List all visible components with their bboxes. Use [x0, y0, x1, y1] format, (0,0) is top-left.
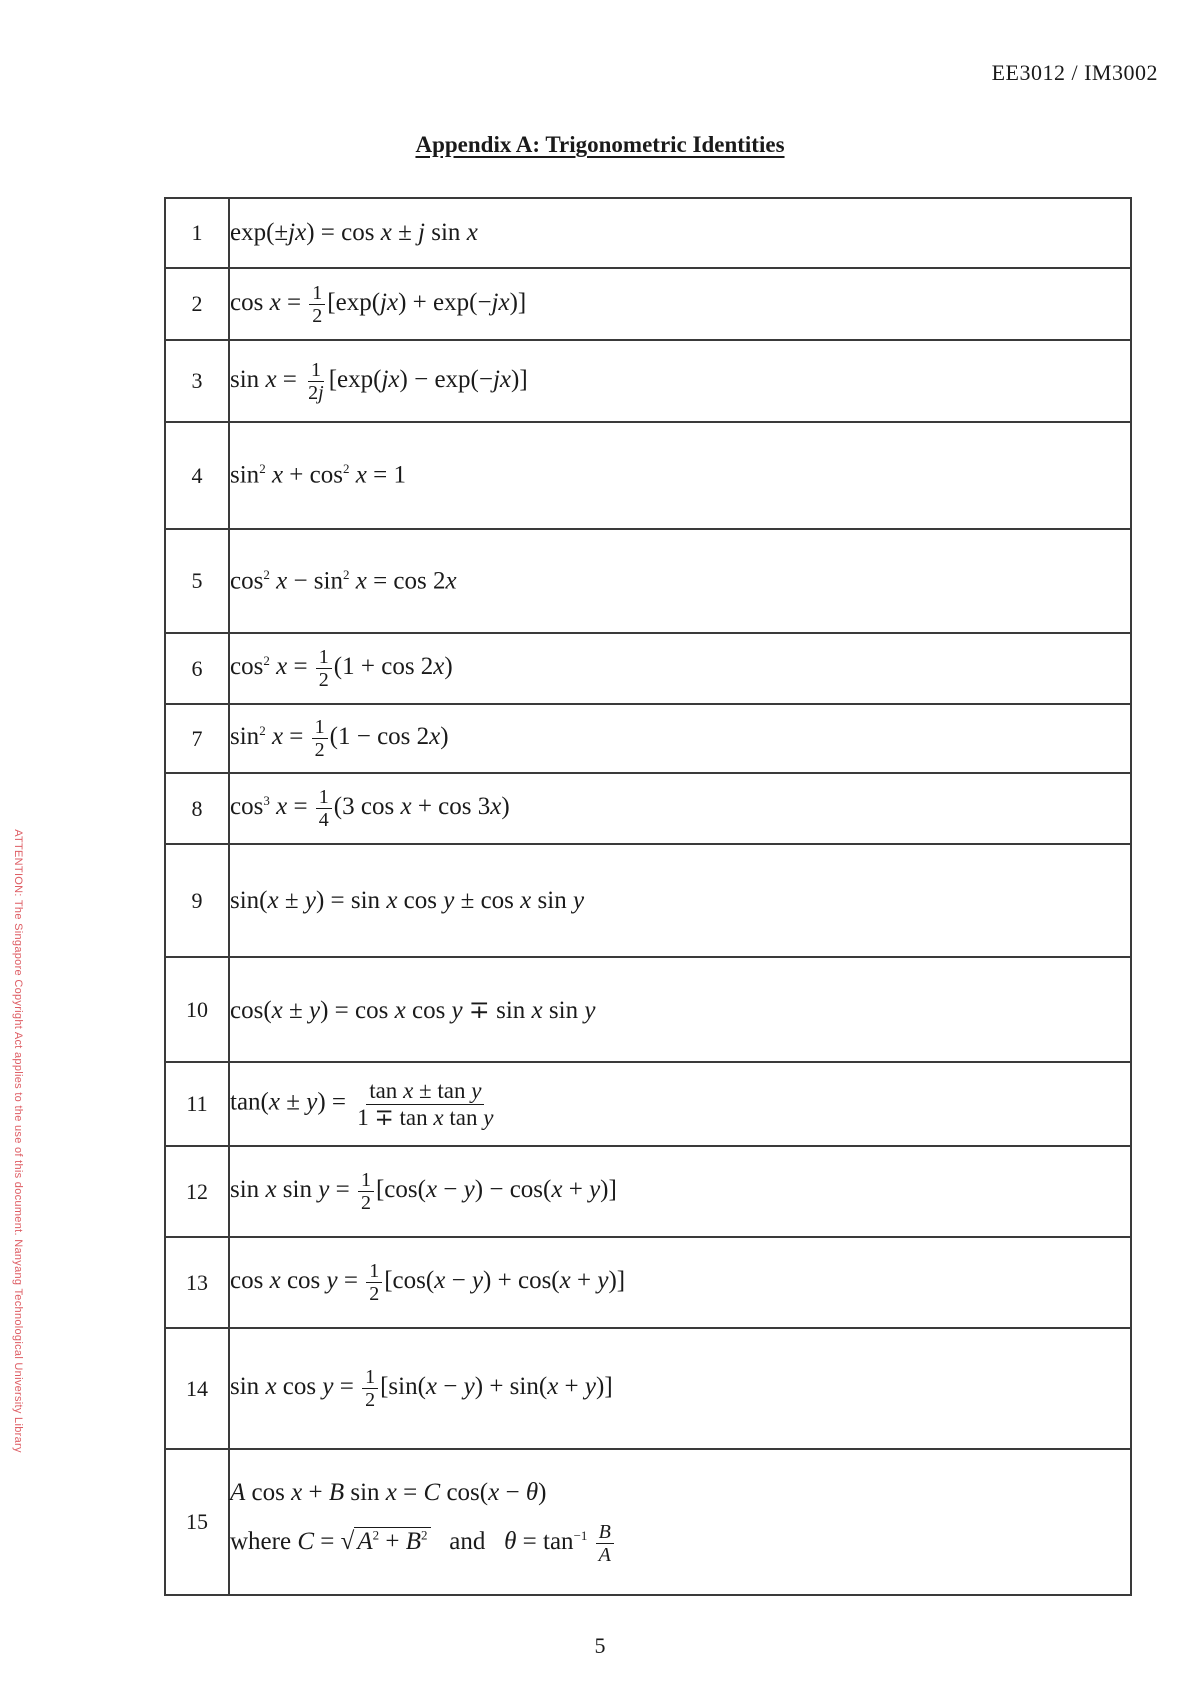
side-watermark-note: ATTENTION: The Singapore Copyright Act applies to the use of this document. Nanyang Technological University Library — [12, 829, 24, 1453]
row-number: 4 — [165, 422, 229, 529]
row-number: 14 — [165, 1328, 229, 1449]
table-row — [165, 1237, 1131, 1328]
table-row — [165, 957, 1131, 1062]
table-row — [165, 633, 1131, 704]
identity-formula: $\sin^2 x$ = $\frac{1}{2}$ (1 − cos 2x) — [229, 704, 1131, 773]
identity-formula: tan(x ± y) = $\frac{\text{tan x ± tan y}}{\text{1 ∓ tan x tan y}}$ — [229, 1062, 1131, 1146]
table-row — [165, 268, 1131, 340]
table-row — [165, 844, 1131, 957]
identity-formula: exp(±jx) = cos x ± j sin x — [229, 198, 1131, 268]
table-row — [165, 422, 1131, 529]
table-row — [165, 529, 1131, 633]
row-number: 6 — [165, 633, 229, 704]
table-row — [165, 340, 1131, 422]
page-title: Appendix A: Trigonometric Identities — [415, 132, 785, 157]
identity-formula: sin(x ± y) = sin x cos y ± cos x sin y — [229, 844, 1131, 957]
row-number: 9 — [165, 844, 229, 957]
row-number: 15 — [165, 1449, 229, 1595]
row-number: 3 — [165, 340, 229, 422]
row-number: 2 — [165, 268, 229, 340]
table-row — [165, 1449, 1131, 1595]
row-number: 1 — [165, 198, 229, 268]
row-number: 12 — [165, 1146, 229, 1237]
row-number: 13 — [165, 1237, 229, 1328]
identity-formula: cos x cos y = $\frac{1}{2}$ [cos(x − y) + cos(x + y)] — [229, 1237, 1131, 1328]
where-label: where — [230, 1527, 292, 1555]
identity-formula: $\cos^2 x$ = $\frac{1}{2}$ (1 + cos 2x) — [229, 633, 1131, 704]
table-row — [165, 704, 1131, 773]
identity-formula: sin x = $\frac{1}{2j}$ [exp(jx) − exp(−jx)] — [229, 340, 1131, 422]
table-row — [165, 1328, 1131, 1449]
course-code: EE3012 / IM3002 — [991, 60, 1158, 85]
table-row — [165, 198, 1131, 268]
identities-table — [164, 197, 1132, 1596]
table-row — [165, 773, 1131, 844]
row-number: 10 — [165, 957, 229, 1062]
row-number: 5 — [165, 529, 229, 633]
row-number: 7 — [165, 704, 229, 773]
and-label: and — [449, 1527, 486, 1555]
identity-formula: cos x = $\frac{1}{2}$ [exp(jx) + exp(−jx)] — [229, 268, 1131, 340]
identity-formula: A cos x + B sin x = C cos(x − θ) where C = √ $A^2 + B^2$ and $\theta = \tan^{-1}$ $\frac{B}{A}$ — [229, 1449, 1131, 1595]
table-row — [165, 1146, 1131, 1237]
row-number: 11 — [165, 1062, 229, 1146]
identity-formula: $\sin^2 x + \cos^2 x = 1$ — [229, 422, 1131, 529]
page-number: 5 — [594, 1633, 606, 1658]
identity-formula: $\cos^3 x$ = $\frac{1}{4}$ (3 cos x + cos 3x) — [229, 773, 1131, 844]
identity-formula: sin x cos y = $\frac{1}{2}$ [sin(x − y) + sin(x + y)] — [229, 1328, 1131, 1449]
identity-formula: cos(x ± y) = cos x cos y ∓ sin x sin y — [229, 957, 1131, 1062]
row-number: 8 — [165, 773, 229, 844]
identity-formula: $\cos^2 x - \sin^2 x = \cos 2x$ — [229, 529, 1131, 633]
identity-formula: sin x sin y = $\frac{1}{2}$ [cos(x − y) − cos(x + y)] — [229, 1146, 1131, 1237]
table-row — [165, 1062, 1131, 1146]
